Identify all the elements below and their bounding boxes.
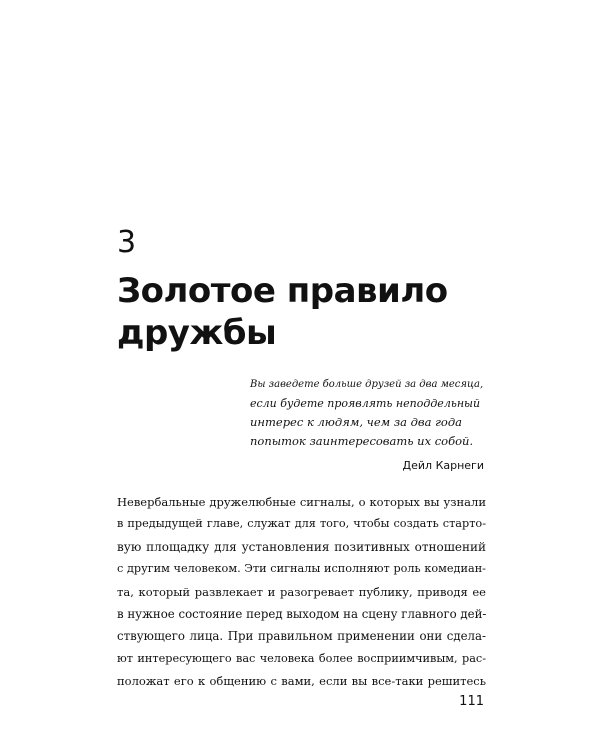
body-line: в нужное состояние перед выходом на сцену главного дей- bbox=[117, 607, 487, 622]
epigraph-line: интерес к людям, чем за два года bbox=[250, 415, 462, 429]
body-line: в предыдущей главе, служат для того, чтобы создать старто- bbox=[117, 517, 486, 531]
epigraph-author: Дейл Карнеги bbox=[402, 459, 484, 472]
body-line: положат его к общению с вами, если вы все-таки решитесь bbox=[117, 674, 486, 689]
body-line: Невербальные дружелюбные сигналы, о которых вы узнали bbox=[117, 495, 486, 509]
chapter-title-line: дружбы bbox=[117, 313, 277, 353]
epigraph-line: Вы заведете больше друзей за два месяца, bbox=[250, 379, 484, 390]
body-text bbox=[117, 491, 486, 693]
body-line: ствующего лица. При правильном применении они сдела- bbox=[117, 629, 486, 644]
body-line: та, который развлекает и разогревает публику, приводя ее bbox=[117, 584, 486, 599]
body-line: ют интересующего вас человека более восприимчивым, рас- bbox=[117, 651, 486, 665]
chapter-title bbox=[117, 270, 497, 354]
epigraph-line: если будете проявлять неподдельный bbox=[250, 397, 481, 410]
body-line: вую площадку для установления позитивных отношений bbox=[117, 539, 486, 554]
chapter-title-line: Золотое правило bbox=[117, 271, 448, 311]
body-line: с другим человеком. Эти сигналы исполняют роль комедиан- bbox=[117, 562, 486, 576]
chapter-number: 3 bbox=[117, 225, 137, 260]
epigraph bbox=[250, 375, 484, 475]
epigraph-line: попыток заинтересовать их собой. bbox=[250, 434, 474, 448]
page-number: 111 bbox=[459, 694, 484, 709]
